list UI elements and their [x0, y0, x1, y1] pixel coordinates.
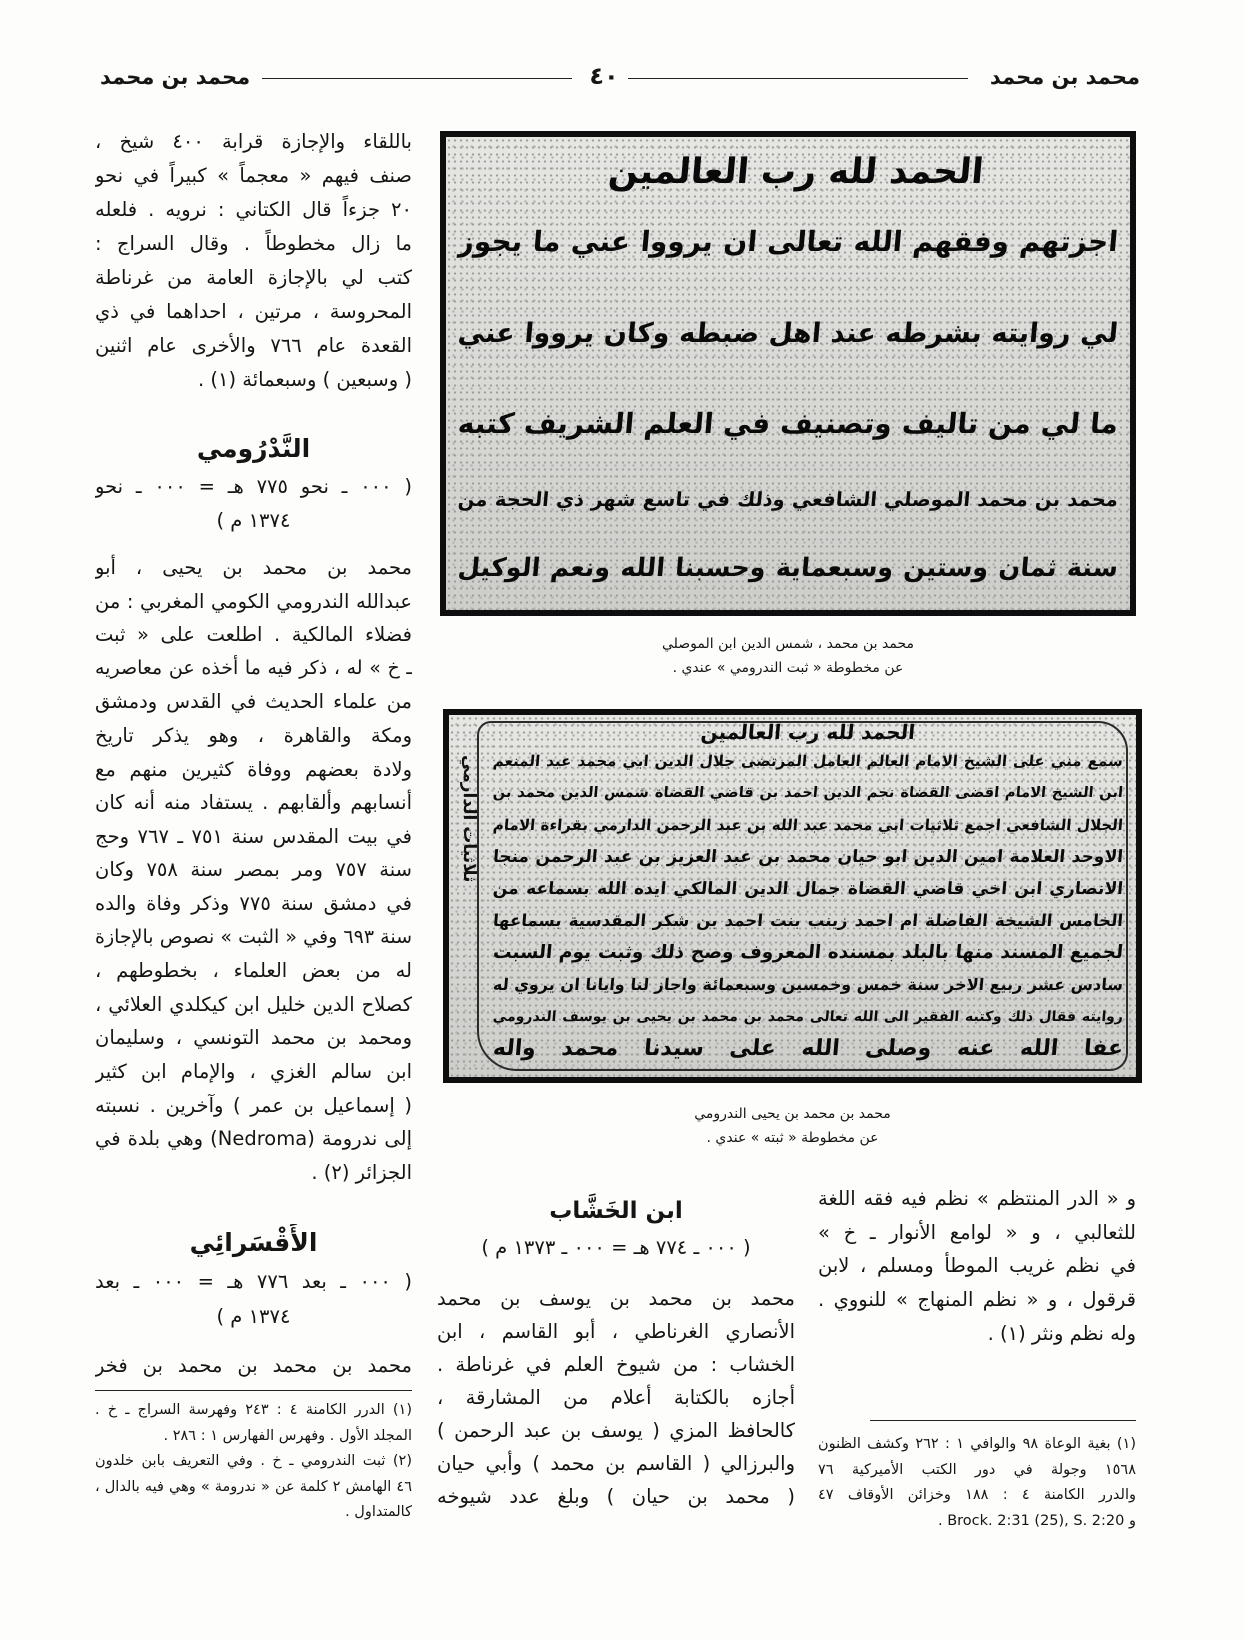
figure-1-caption	[440, 632, 1136, 680]
footnote-line: و Brock. 2:31 (25), S. 2:20 .	[937, 1512, 1136, 1529]
header-rule-left	[262, 78, 572, 79]
footnote-rule-left	[95, 1390, 412, 1391]
text-line: صنف فيهم « معجماً » كبيراً في نحو	[95, 164, 412, 187]
footnote-line: المجلد الأول . وفهرس الفهارس ١ : ٢٨٦ .	[163, 1427, 412, 1444]
manuscript-line: سمع مني على الشيخ الامام العالم العامل المرتضى جلال الدين ابي محمد عبد المنعم	[492, 752, 1124, 770]
left-column-continuation	[95, 125, 412, 397]
footnote-line: ٤٦ الهامش ٢ كلمة عن « ندرومة » وهي فيه بالدال ،	[95, 1478, 412, 1495]
footnote-rule-right	[870, 1420, 1136, 1421]
text-line: فضلاء المالكية . اطلعت على « ثبت	[95, 623, 412, 647]
figure-2-caption	[443, 1102, 1142, 1150]
text-line: ٢٠ جزءاً قال الكتاني : نرويه . فلعله	[95, 198, 412, 221]
caption-line: عن مخطوطة « ثبت الندرومي » عندي .	[672, 660, 904, 676]
text-line: كصلاح الدين خليل ابن كيكلدي العلائي ،	[95, 992, 412, 1016]
text-line: والبرزالي ( القاسم بن محمد ) وأبي حيان	[437, 1452, 795, 1475]
text-line: القعدة عام ٧٦٦ والأخرى عام اثنين	[95, 334, 412, 357]
text-line: سنة ٧٥٧ ومر بمصر سنة ٧٥٨ وكان	[95, 858, 412, 882]
entry-title-khashshab: ابن الخَشَّاب	[549, 1198, 683, 1224]
text-line: قرقول ، و « نظم المنهاج » للنووي .	[818, 1288, 1136, 1312]
manuscript-image-2	[443, 709, 1142, 1083]
text-line: محمد بن محمد بن يوسف بن محمد	[437, 1287, 795, 1310]
manuscript-line: اجزتهم وفقهم الله تعالى ان يرووا عني ما يجوز	[456, 225, 1120, 258]
footnote-line: ١٥٦٨ وجولة في دور الكتب الأميركية ٧٦	[818, 1461, 1136, 1478]
entry-title-aqsarai: الأَقْسَرائِي	[189, 1228, 318, 1257]
manuscript-line: لجميع المسند منها بالبلد بمسنده المعروف وصح ذلك وثبت يوم السبت	[492, 942, 1124, 963]
manuscript-line: الجلال الشافعي اجمع ثلاثيات ابي محمد عبد الله بن عبد الرحمن الدارمي بقراءة الامام	[492, 816, 1124, 834]
manuscript-text	[493, 719, 1123, 1065]
text-line: باللقاء والإجازة قرابة ٤٠٠ شيخ ،	[95, 130, 412, 153]
text-line: ومحمد بن محمد التونسي ، وسليمان	[95, 1026, 412, 1050]
text-line: محمد بن محمد بن محمد بن فخر	[95, 1354, 412, 1377]
manuscript-line: الاوحد العلامة امين الدين ابو حيان محمد بن عبد العزيز بن عبد الرحمن منجا	[492, 847, 1124, 867]
text-line: سنة ٦٩٣ وفي « الثبت » نصوص بالإجازة	[95, 925, 412, 948]
header-rule-right	[628, 78, 968, 79]
dates-line: ١٣٧٤ م )	[216, 509, 291, 532]
manuscript-line: روايته فقال ذلك وكتبه الفقير الى الله تعالى محمد بن محمد بن يحيى بن يوسف الندرومي	[492, 1009, 1124, 1025]
entry-dates-khashshab	[437, 1231, 795, 1265]
text-line: له من بعض العلماء ، بخطوطهم ،	[95, 959, 412, 983]
running-title-left: محمد بن محمد	[100, 65, 251, 89]
footnote-line: والدرر الكامنة ٤ : ١٨٨ وخزائن الأوقاف ٤٧	[818, 1487, 1136, 1503]
footnotes-left	[95, 1398, 412, 1526]
caption-line: عن مخطوطة « ثبته » عندي .	[706, 1130, 879, 1146]
text-line: للثعالبي ، و « لوامع الأنوار ـ خ »	[818, 1220, 1136, 1244]
right-column-continuation	[818, 1182, 1136, 1350]
text-line: في دمشق سنة ٧٧٥ وذكر وفاة والده	[95, 891, 412, 915]
manuscript-margin-note: ثلاثيات الدارمي	[459, 755, 479, 883]
text-line: ولادة بعضهم ووفاة كثيرين منهم مع	[95, 757, 412, 781]
manuscript-line: ابن الشيخ الامام اقضى القضاة نجم الدين احمد بن قاضي القضاة شمس الدين محمد بن	[492, 785, 1124, 801]
manuscript-line: عفا الله عنه وصلى الله على سيدنا محمد واله	[491, 1036, 1125, 1061]
text-line: ـ خ » له ، ذكر فيه ما أخذه عن معاصريه	[95, 656, 412, 679]
entry-body-aqsarai	[95, 1349, 412, 1383]
dates-line: ( ٠٠٠ ـ نحو ٧٧٥ هـ = ٠٠٠ ـ نحو	[95, 475, 412, 498]
footnote-line: (١) بغية الوعاة ٩٨ والوافي ١ : ٢٦٢ وكشف الظنون	[818, 1436, 1136, 1452]
manuscript-line: الحمد لله رب العالمين	[699, 720, 917, 744]
text-line: إلى ندرومة (Nedroma) وهي بلدة في	[95, 1127, 412, 1151]
dates-line: ١٣٧٤ م )	[216, 1305, 291, 1328]
text-line: و « الدر المنتظم » نظم فيه فقه اللغة	[818, 1187, 1136, 1210]
text-line: كالحافظ المزي ( يوسف بن عبد الرحمن )	[437, 1419, 795, 1442]
caption-line: محمد بن محمد بن يحيى الندرومي	[694, 1106, 891, 1122]
entry-body-khashshab	[437, 1282, 795, 1513]
text-line: الأنصاري الغرناطي ، أبو القاسم ، ابن	[437, 1320, 795, 1343]
dates-line: ( ٠٠٠ ـ بعد ٧٧٦ هـ = ٠٠٠ ـ بعد	[95, 1270, 412, 1293]
text-line: ما زال مخطوطاً . وقال السراج :	[95, 232, 412, 255]
manuscript-line: الخامس الشيخة الفاضلة ام احمد زينب بنت احمد بن شكر المقدسية بسماعها	[492, 911, 1124, 930]
entry-body-nadrumi	[95, 551, 412, 1189]
text-line: ومكة والقاهرة ، وهو يذكر تاريخ	[95, 723, 412, 747]
text-line: الخشاب : من شيوخ العلم في غرناطة .	[437, 1353, 795, 1376]
text-line: عبدالله الندرومي الكومي المغربي : من	[95, 589, 412, 613]
text-line: ابن سالم الغزي ، والإمام ابن كثير	[95, 1059, 412, 1083]
text-line: وله نظم ونثر (١) .	[987, 1321, 1136, 1345]
manuscript-line: سنة ثمان وستين وسبعماية وحسبنا الله ونعم الوكيل	[456, 553, 1120, 583]
text-line: ( وسبعين ) وسبعمائة (١) .	[197, 368, 412, 391]
footnotes-right	[818, 1432, 1136, 1534]
entry-dates-nadrumi	[95, 470, 412, 538]
manuscript-line: محمد بن محمد الموصلي الشافعي وذلك في تاسع شهر ذي الحجة من	[457, 488, 1120, 511]
text-line: ( إسماعيل بن عمر ) وآخرين . نسبته	[95, 1093, 412, 1117]
manuscript-image-1	[440, 131, 1136, 616]
footnote-line: (١) الدرر الكامنة ٤ : ٢٤٣ وفهرسة السراج ـ خ .	[95, 1402, 412, 1418]
footnote-line: كالمتداول .	[345, 1504, 412, 1520]
footnote-line: (٢) ثبت الندرومي ـ خ . وفي التعريف بابن خلدون	[95, 1453, 412, 1469]
text-line: أجازه بالكتابة أعلام من المشارقة ،	[437, 1386, 795, 1409]
text-line: في بيت المقدس سنة ٧٥١ ـ ٧٦٧ وحج	[95, 824, 412, 848]
text-line: محمد بن محمد بن يحيى ، أبو	[95, 556, 412, 579]
text-line: ( محمد بن حيان ) وبلغ عدد شيوخه	[437, 1485, 795, 1508]
manuscript-line: لي روايته بشرطه عند اهل ضبطه وكان يرووا عني	[456, 318, 1120, 349]
text-line: من علماء الحديث في القدس ودمشق	[95, 690, 412, 714]
dates-line: ( ٠٠٠ ـ ٧٧٤ هـ = ٠٠٠ ـ ١٣٧٣ م )	[481, 1236, 751, 1259]
text-line: كتب لي بالإجازة العامة من غرناطة	[95, 266, 412, 289]
text-line: المحروسة ، مرتين ، احداهما في ذي	[95, 300, 412, 323]
manuscript-line: الحمد لله رب العالمين	[606, 152, 986, 192]
manuscript-line: سادس عشر ربيع الاخر سنة خمس وخمسين وسبعمائة واجاز لنا وايانا ان يروي له	[492, 975, 1124, 994]
text-line: في نظم غريب الموطأ ومسلم ، لابن	[818, 1254, 1136, 1278]
manuscript-line: ما لي من تاليف وتصنيف في العلم الشريف كتبه	[456, 407, 1120, 440]
entry-title-nadrumi: النَّدْرُومي	[196, 434, 311, 463]
page-number: ٤٠	[589, 62, 619, 90]
running-title-right: محمد بن محمد	[989, 65, 1140, 89]
caption-line: محمد بن محمد ، شمس الدين ابن الموصلي	[661, 636, 915, 652]
text-line: أنسابهم وألقابهم . يستفاد منه أنه كان	[95, 791, 412, 815]
manuscript-line: الانصاري ابن اخي قاضي القضاة جمال الدين المالكي ايده الله بسماعه من	[492, 879, 1124, 899]
text-line: الجزائر (٢) .	[311, 1160, 412, 1184]
entry-dates-aqsarai	[95, 1264, 412, 1334]
